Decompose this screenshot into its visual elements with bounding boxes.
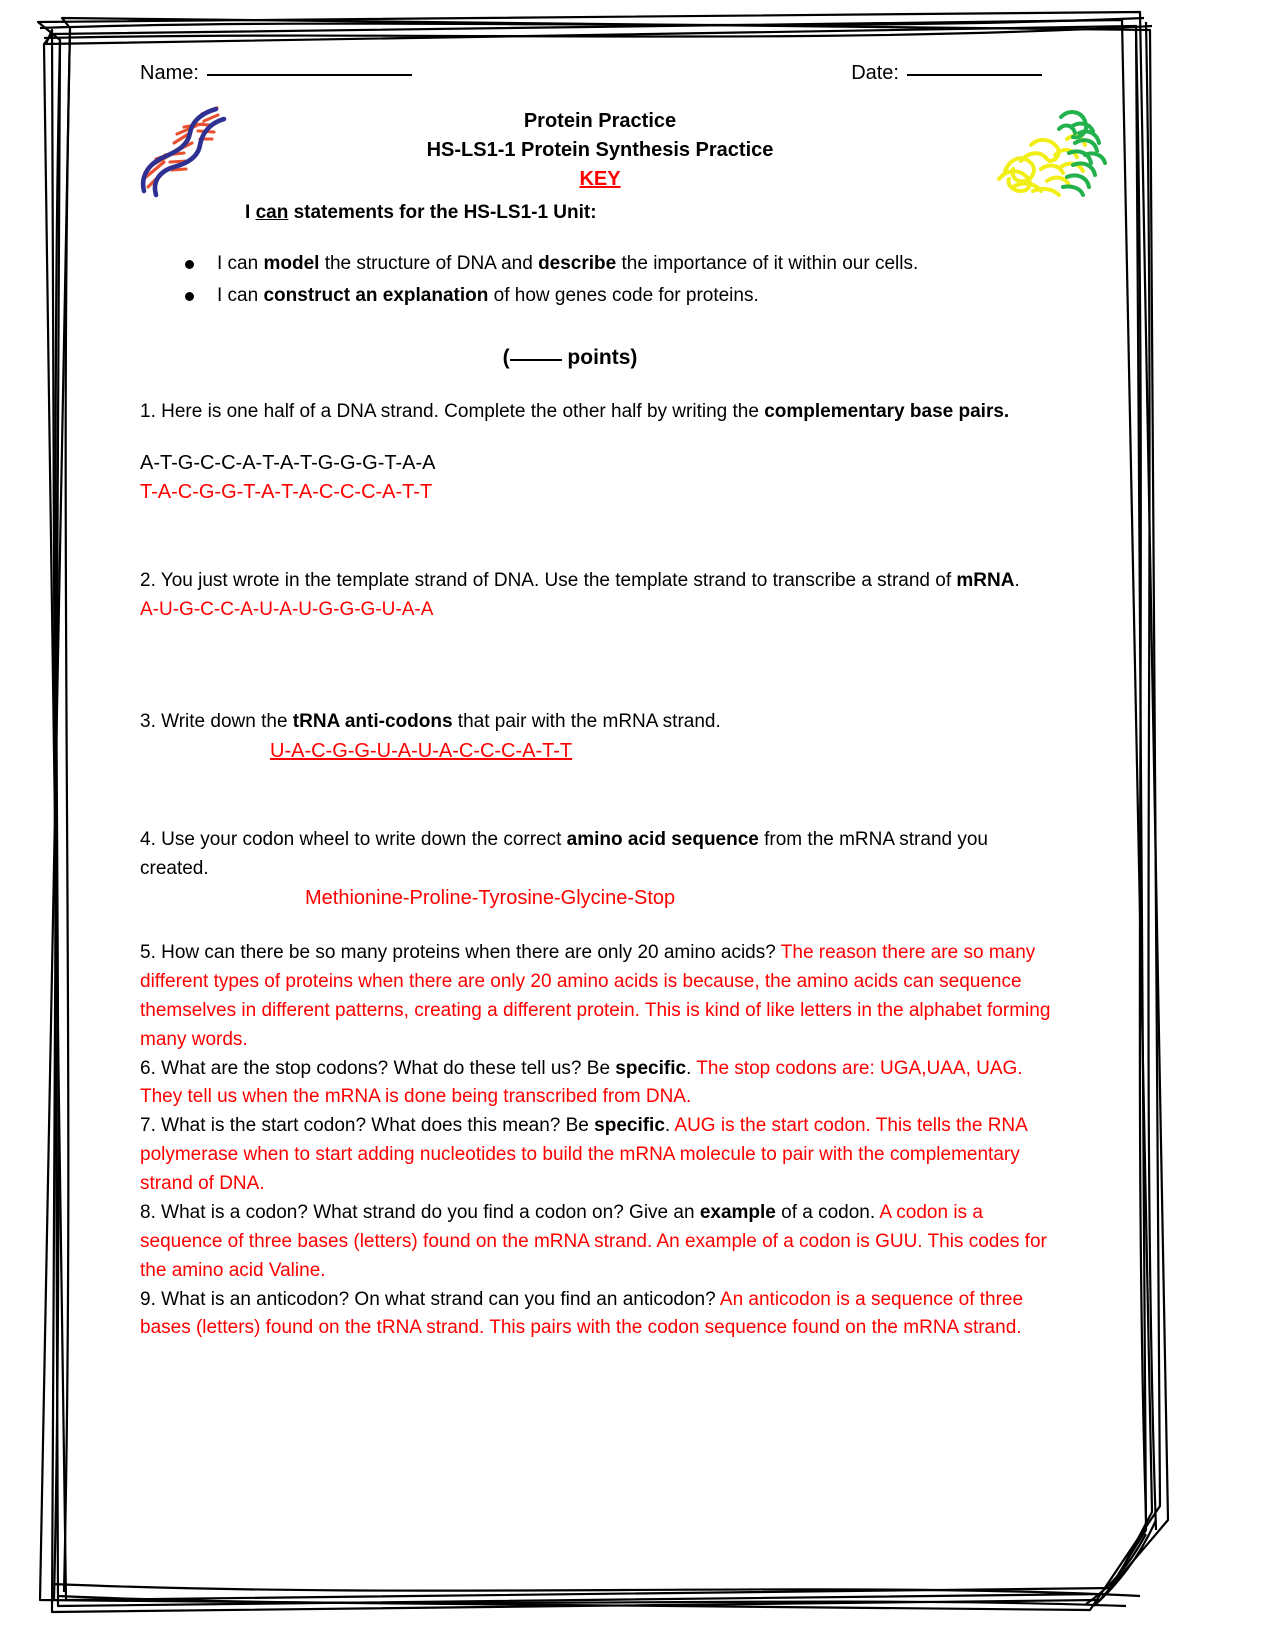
question-3: 3. Write down the tRNA anti-codons that pair with the mRNA strand. xyxy=(140,711,721,733)
q2-answer[interactable]: A-U-G-C-C-A-U-A-U-G-G-G-U-A-A xyxy=(140,598,434,620)
points-blank[interactable] xyxy=(510,358,562,361)
q4-bold: amino acid sequence xyxy=(566,829,759,851)
list-item: I can model the structure of DNA and describe the importance of it within our cells. xyxy=(185,249,1060,279)
date-field[interactable] xyxy=(851,62,1042,85)
q3-answer[interactable]: U-A-C-G-G-U-A-U-A-C-C-C-A-T-T xyxy=(270,740,573,763)
ican-heading: I can statements for the HS-LS1-1 Unit: xyxy=(245,202,597,223)
q4-number: 4. xyxy=(140,829,156,851)
q6-number: 6. xyxy=(140,1057,156,1079)
question-2: 2. You just wrote in the template strand of DNA. Use the template strand to transcribe a strand of mRNA.A-U-G-C-C-A-U-A-U-G-G-G-U-A-A xyxy=(140,569,1020,620)
points-line: ( points) xyxy=(502,345,638,369)
q4-answer[interactable]: Methionine-Proline-Tyrosine-Glycine-Stop xyxy=(305,887,676,910)
q5-answer[interactable]: The reason there are so many different types of proteins when there are only 20 amino acids is because, the amino acids can sequence themselves in different patterns, creating a different protein. This is kind of like letters in the alphabet forming many words. xyxy=(140,942,1051,1050)
q6-answer[interactable]: The stop codons are: UGA,UAA, UAG. They tell us when the mRNA is done being transcribed from DNA. xyxy=(140,1057,1023,1108)
q2-bold: mRNA xyxy=(956,569,1015,591)
q1-number: 1. xyxy=(140,400,156,422)
name-field[interactable] xyxy=(140,62,412,85)
key-label: KEY xyxy=(579,168,621,190)
protein-ribbon-structure-image xyxy=(975,99,1115,204)
question-8: 8. What is a codon? What strand do you find a codon on? Give an example of a codon. A codon is a sequence of three bases (letters) found on the mRNA strand. An example of a codon is GUU. This codes for the amino acid Valine. xyxy=(140,1201,1047,1281)
dna-double-helix-image xyxy=(132,99,242,204)
question-6: 6. What are the stop codons? What do these tell us? Be specific. The stop codons are: UGA,UAA, UAG. They tell us when the mRNA is done being transcribed from DNA. xyxy=(140,1057,1023,1108)
title-line-1: Protein Practice xyxy=(523,110,677,132)
q1-given-strand: A-T-G-C-C-A-T-A-T-G-G-G-T-A-A xyxy=(140,451,436,474)
title-line-2: HS-LS1-1 Protein Synthesis Practice xyxy=(426,139,774,161)
q8-bold: example xyxy=(699,1201,776,1223)
question-7: 7. What is the start codon? What does this mean? Be specific. AUG is the start codon. This tells the RNA polymerase when to start adding nucleotides to build the mRNA molecule to pair with the complementary strand of DNA. xyxy=(140,1115,1027,1195)
name-date-row xyxy=(140,62,1060,85)
worksheet-content xyxy=(140,62,1060,1343)
q7-bold: specific xyxy=(594,1115,665,1137)
question-4: 4. Use your codon wheel to write down the correct amino acid sequence from the mRNA strand you created. xyxy=(140,829,989,880)
q5-number: 5. xyxy=(140,942,156,964)
q2-number: 2. xyxy=(140,569,156,591)
date-label: Date: xyxy=(851,62,899,84)
q1-bold: complementary base pairs. xyxy=(764,400,1010,422)
q7-number: 7. xyxy=(140,1115,156,1137)
question-9: 9. What is an anticodon? On what strand can you find an anticodon? An anticodon is a sequence of three bases (letters) found on the tRNA strand. This pairs with the codon sequence found on the mRNA strand. xyxy=(140,1288,1024,1339)
name-blank-line[interactable] xyxy=(207,73,412,76)
ican-statement-list xyxy=(140,249,1060,312)
question-5: 5. How can there be so many proteins when there are only 20 amino acids? The reason there are so many different types of proteins when there are only 20 amino acids is because, the amino acids can sequence themselves in different patterns, creating a different protein. This is kind of like letters in the alphabet forming many words. xyxy=(140,942,1051,1050)
date-blank-line[interactable] xyxy=(907,73,1042,76)
title-block xyxy=(140,107,1060,227)
q9-number: 9. xyxy=(140,1288,156,1310)
ican-heading-can: can xyxy=(255,202,289,223)
q7-answer[interactable]: AUG is the start codon. This tells the RNA polymerase when to start adding nucleotides to build the mRNA molecule to pair with the complementary strand of DNA. xyxy=(140,1115,1027,1195)
q3-bold: tRNA anti-codons xyxy=(292,711,453,733)
q3-number: 3. xyxy=(140,711,156,733)
worksheet-title xyxy=(140,107,1060,194)
q9-answer[interactable]: An anticodon is a sequence of three bases (letters) found on the tRNA strand. This pairs with the codon sequence found on the mRNA strand. xyxy=(140,1288,1024,1339)
q8-number: 8. xyxy=(140,1201,156,1223)
name-label: Name: xyxy=(140,62,199,84)
questions-5-to-9 xyxy=(140,939,1060,1343)
q6-bold: specific xyxy=(615,1057,687,1079)
list-item: I can construct an explanation of how genes code for proteins. xyxy=(185,281,1060,311)
question-1: 1. Here is one half of a DNA strand. Complete the other half by writing the complementary base pairs. xyxy=(140,400,1010,422)
q1-answer-strand[interactable]: T-A-C-G-G-T-A-T-A-C-C-C-A-T-T xyxy=(140,480,433,503)
q8-answer[interactable]: A codon is a sequence of three bases (letters) found on the mRNA strand. An example of a codon is GUU. This codes for the amino acid Valine. xyxy=(140,1201,1047,1281)
